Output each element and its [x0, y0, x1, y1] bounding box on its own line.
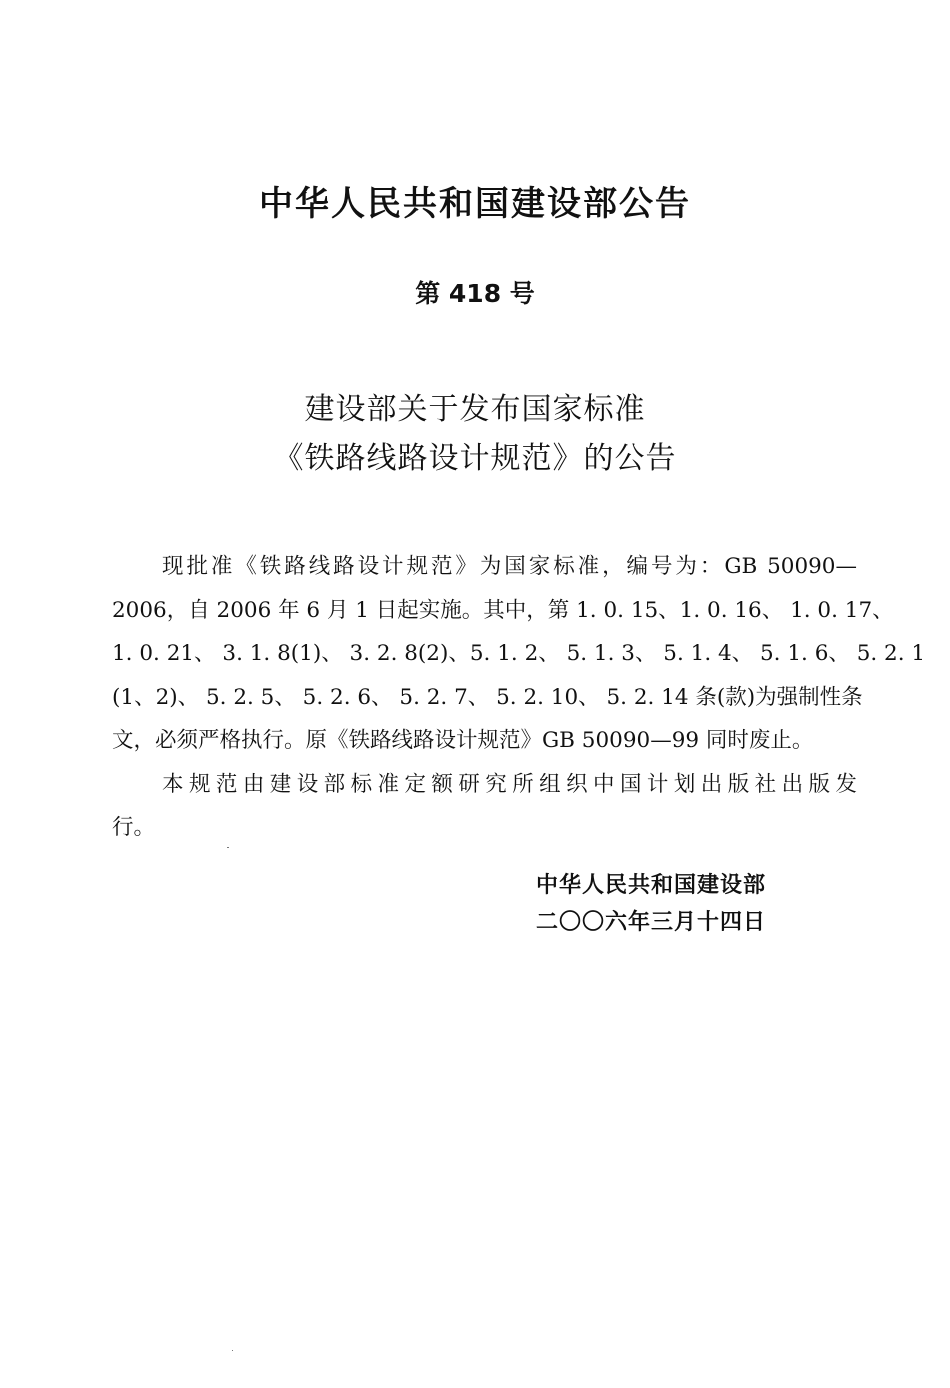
scan-speck — [227, 847, 229, 848]
body-line: 文，必须严格执行。原《铁路线路设计规范》GB 50090—99 同时废止。 — [112, 728, 814, 753]
body-line: 行。 — [112, 815, 156, 840]
announcement-body — [112, 545, 926, 850]
body-line: 2006，自 2006 年 6 月 1 日起实施。其中，第 1. 0. 15、1. 0. 16、 1. 0. 17、 — [112, 597, 894, 623]
body-line: 本规范由建设部标准定额研究所组织中国计划出版社出版发 — [162, 771, 857, 797]
issue-date: 二〇〇六年三月十四日 — [536, 910, 767, 935]
body-line: 现批准《铁路线路设计规范》为国家标准，编号为：GB 50090— — [162, 554, 857, 579]
body-line: (1、2)、 5. 2. 5、 5. 2. 6、 5. 2. 7、 5. 2. 10、 5. 2. 14 条(款)为强制性条 — [112, 684, 863, 710]
body-line: 1. 0. 21、 3. 1. 8(1)、 3. 2. 8(2)、5. 1. 2、 5. 1. 3、 5. 1. 4、 5. 1. 6、 5. 2. 1 — [112, 641, 926, 666]
announcement-title: 中华人民共和国建设部公告 — [259, 184, 691, 224]
scan-speck — [232, 1350, 233, 1351]
subtitle-line-2: 《铁路线路设计规范》的公告 — [273, 441, 677, 476]
announcement-number: 第 418 号 — [415, 279, 535, 308]
subtitle-line-1: 建设部关于发布国家标准 — [304, 392, 646, 427]
issuing-organization: 中华人民共和国建设部 — [536, 873, 767, 898]
